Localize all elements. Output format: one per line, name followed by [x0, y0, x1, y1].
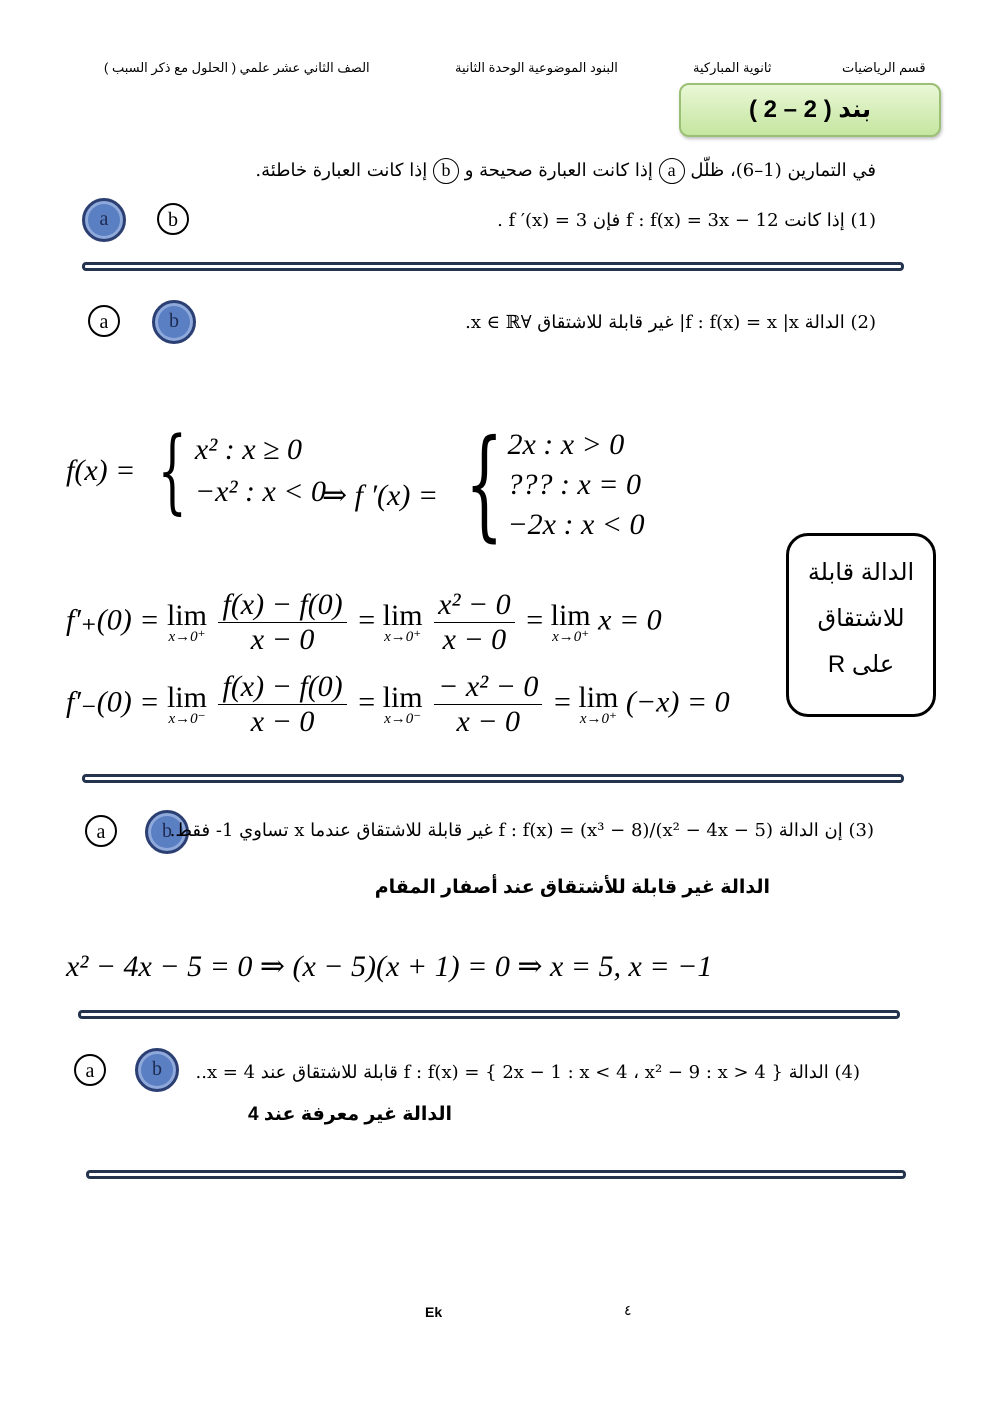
instruction-a-circle: a: [659, 158, 685, 184]
instruction-b-circle: b: [433, 158, 459, 184]
f-case-1: x² : x ≥ 0: [194, 433, 303, 466]
lim-6-sub: x→0⁺: [579, 711, 617, 727]
brace-left-2: {: [464, 415, 503, 554]
q3-option-a[interactable]: a: [85, 815, 117, 847]
right-derivative-row: f′₊(0) = lim x→0⁺ $\frac{f(x) - f(0)}{x - 0}$ = lim x→0⁺ $\frac{\text{x² − 0}}{x - 0}$ = lim x→0⁺ x = 0: [66, 588, 662, 656]
lim-2: lim: [382, 599, 423, 632]
lim-1-sub: x→0⁺: [168, 629, 206, 645]
fprime-case-3: −2x : x < 0: [507, 508, 645, 541]
brace-left-1: {: [157, 417, 187, 524]
right-derivative-label: f′₊(0) =: [66, 603, 160, 637]
lim-4-sub: x→0⁻: [168, 711, 206, 727]
q3-note: الدالة غير قابلة للأشتقاق عند أصفار المقام: [374, 877, 770, 898]
conclusion-line-1: الدالة قابلة: [807, 559, 915, 586]
header-school: ثانوية المباركية: [693, 60, 772, 75]
header-grade: الصف الثاني عشر علمي ( الحلول مع ذكر السبب ): [104, 60, 370, 75]
frac-1-num: f(x) − f(0): [218, 588, 346, 623]
q3-option-b[interactable]: b: [145, 810, 189, 854]
separator-3: [78, 1010, 900, 1019]
lim-5-sub: x→0⁻: [384, 711, 422, 727]
q2-row: [465, 312, 876, 333]
lim-3: lim: [550, 599, 591, 632]
q3-row: [170, 820, 874, 841]
separator-2: [82, 774, 904, 783]
q2-option-b[interactable]: b: [152, 300, 196, 344]
q1-text: إذا كانت f : f(x) = 3x − 12 فإن f ′(x) = 3 .: [497, 210, 845, 231]
frac-4-num: − x² − 0: [434, 670, 542, 705]
frac-3-den: x − 0: [250, 705, 315, 738]
conclusion-line-3: على R: [827, 651, 895, 678]
conclusion-box: [786, 533, 936, 717]
left-derivative-row: f′₋(0) = lim x→0⁻ $\frac{f(x) - f(0)}{x - 0}$ = lim x→0⁻ $\frac{\text{− x² − 0}}{x - 0}$ = lim x→0⁺ (−x) = 0: [66, 670, 730, 738]
piecewise-fprime: [322, 415, 645, 554]
q4-number: (4): [834, 1062, 860, 1083]
separator-1: [82, 262, 904, 271]
frac-3-num: f(x) − f(0): [218, 670, 346, 705]
conclusion-line-2: للاشتقاق: [817, 605, 905, 632]
q1-number: (1): [850, 210, 876, 231]
instructions-part1: في التمارين (1–6)، ظلّل: [690, 160, 876, 181]
f-def-label: f(x) =: [66, 454, 136, 487]
q4-text: الدالة f : f(x) = { 2x − 1 : x < 4 ، x² − 9 : x > 4 } قابلة للاشتقاق عند x = 4..: [195, 1062, 829, 1083]
q4-option-a[interactable]: a: [74, 1054, 106, 1086]
f-case-2: −x² : x < 0: [194, 475, 327, 508]
instructions-part3: إذا كانت العبارة خاطئة.: [255, 160, 428, 181]
lim-2-sub: x→0⁺: [384, 629, 422, 645]
footer-page-number: ٤: [624, 1302, 632, 1318]
right-derivative-result: x = 0: [598, 603, 662, 637]
lim-1: lim: [166, 599, 207, 632]
separator-4: [86, 1170, 906, 1179]
fprime-case-1: 2x : x > 0: [507, 428, 625, 461]
header-department: قسم الرياضيات: [842, 60, 926, 75]
header-unit: البنود الموضوعية الوحدة الثانية: [455, 60, 618, 75]
fprime-def-label: ⇒ f ′(x) =: [322, 478, 439, 512]
lim-5: lim: [382, 681, 423, 714]
fprime-case-2: ??? : x = 0: [507, 468, 641, 501]
frac-4-den: x − 0: [456, 705, 521, 738]
q2-number: (2): [850, 312, 876, 333]
q4-option-b[interactable]: b: [135, 1048, 179, 1092]
piecewise-f: [66, 417, 327, 524]
left-derivative-label: f′₋(0) =: [66, 685, 160, 719]
instructions-part2: إذا كانت العبارة صحيحة و: [464, 160, 653, 181]
q4-row: [195, 1062, 860, 1083]
lim-6: lim: [578, 681, 619, 714]
q3-text: إن الدالة f : f(x) = (x³ − 8)/(x² − 4x − 5) غير قابلة للاشتقاق عندما x تساوي 1- فقط.: [169, 820, 843, 841]
q3-equation: x² − 4x − 5 = 0 ⇒ (x − 5)(x + 1) = 0 ⇒ x = 5, x = −1: [66, 950, 713, 983]
frac-1-den: x − 0: [250, 623, 315, 656]
frac-2-den: x − 0: [442, 623, 507, 656]
lim-4: lim: [166, 681, 207, 714]
q1-option-a[interactable]: a: [82, 198, 126, 242]
q1-row: [497, 210, 876, 231]
q3-number: (3): [848, 820, 874, 841]
q2-option-a[interactable]: a: [88, 305, 120, 337]
left-derivative-result: (−x) = 0: [625, 685, 730, 719]
section-title: بند ( 2 – 2 ): [679, 83, 941, 137]
q2-text: الدالة f : f(x) = x |x| غير قابلة للاشتقاق ∀x ∈ ℝ.: [465, 312, 845, 333]
q1-option-b[interactable]: b: [157, 203, 189, 235]
frac-2-num: x² − 0: [434, 588, 515, 623]
lim-3-sub: x→0⁺: [552, 629, 590, 645]
q4-note: الدالة غير معرفة عند 4: [247, 1104, 452, 1125]
instructions: [255, 158, 876, 184]
footer-author: Ek: [425, 1304, 443, 1320]
